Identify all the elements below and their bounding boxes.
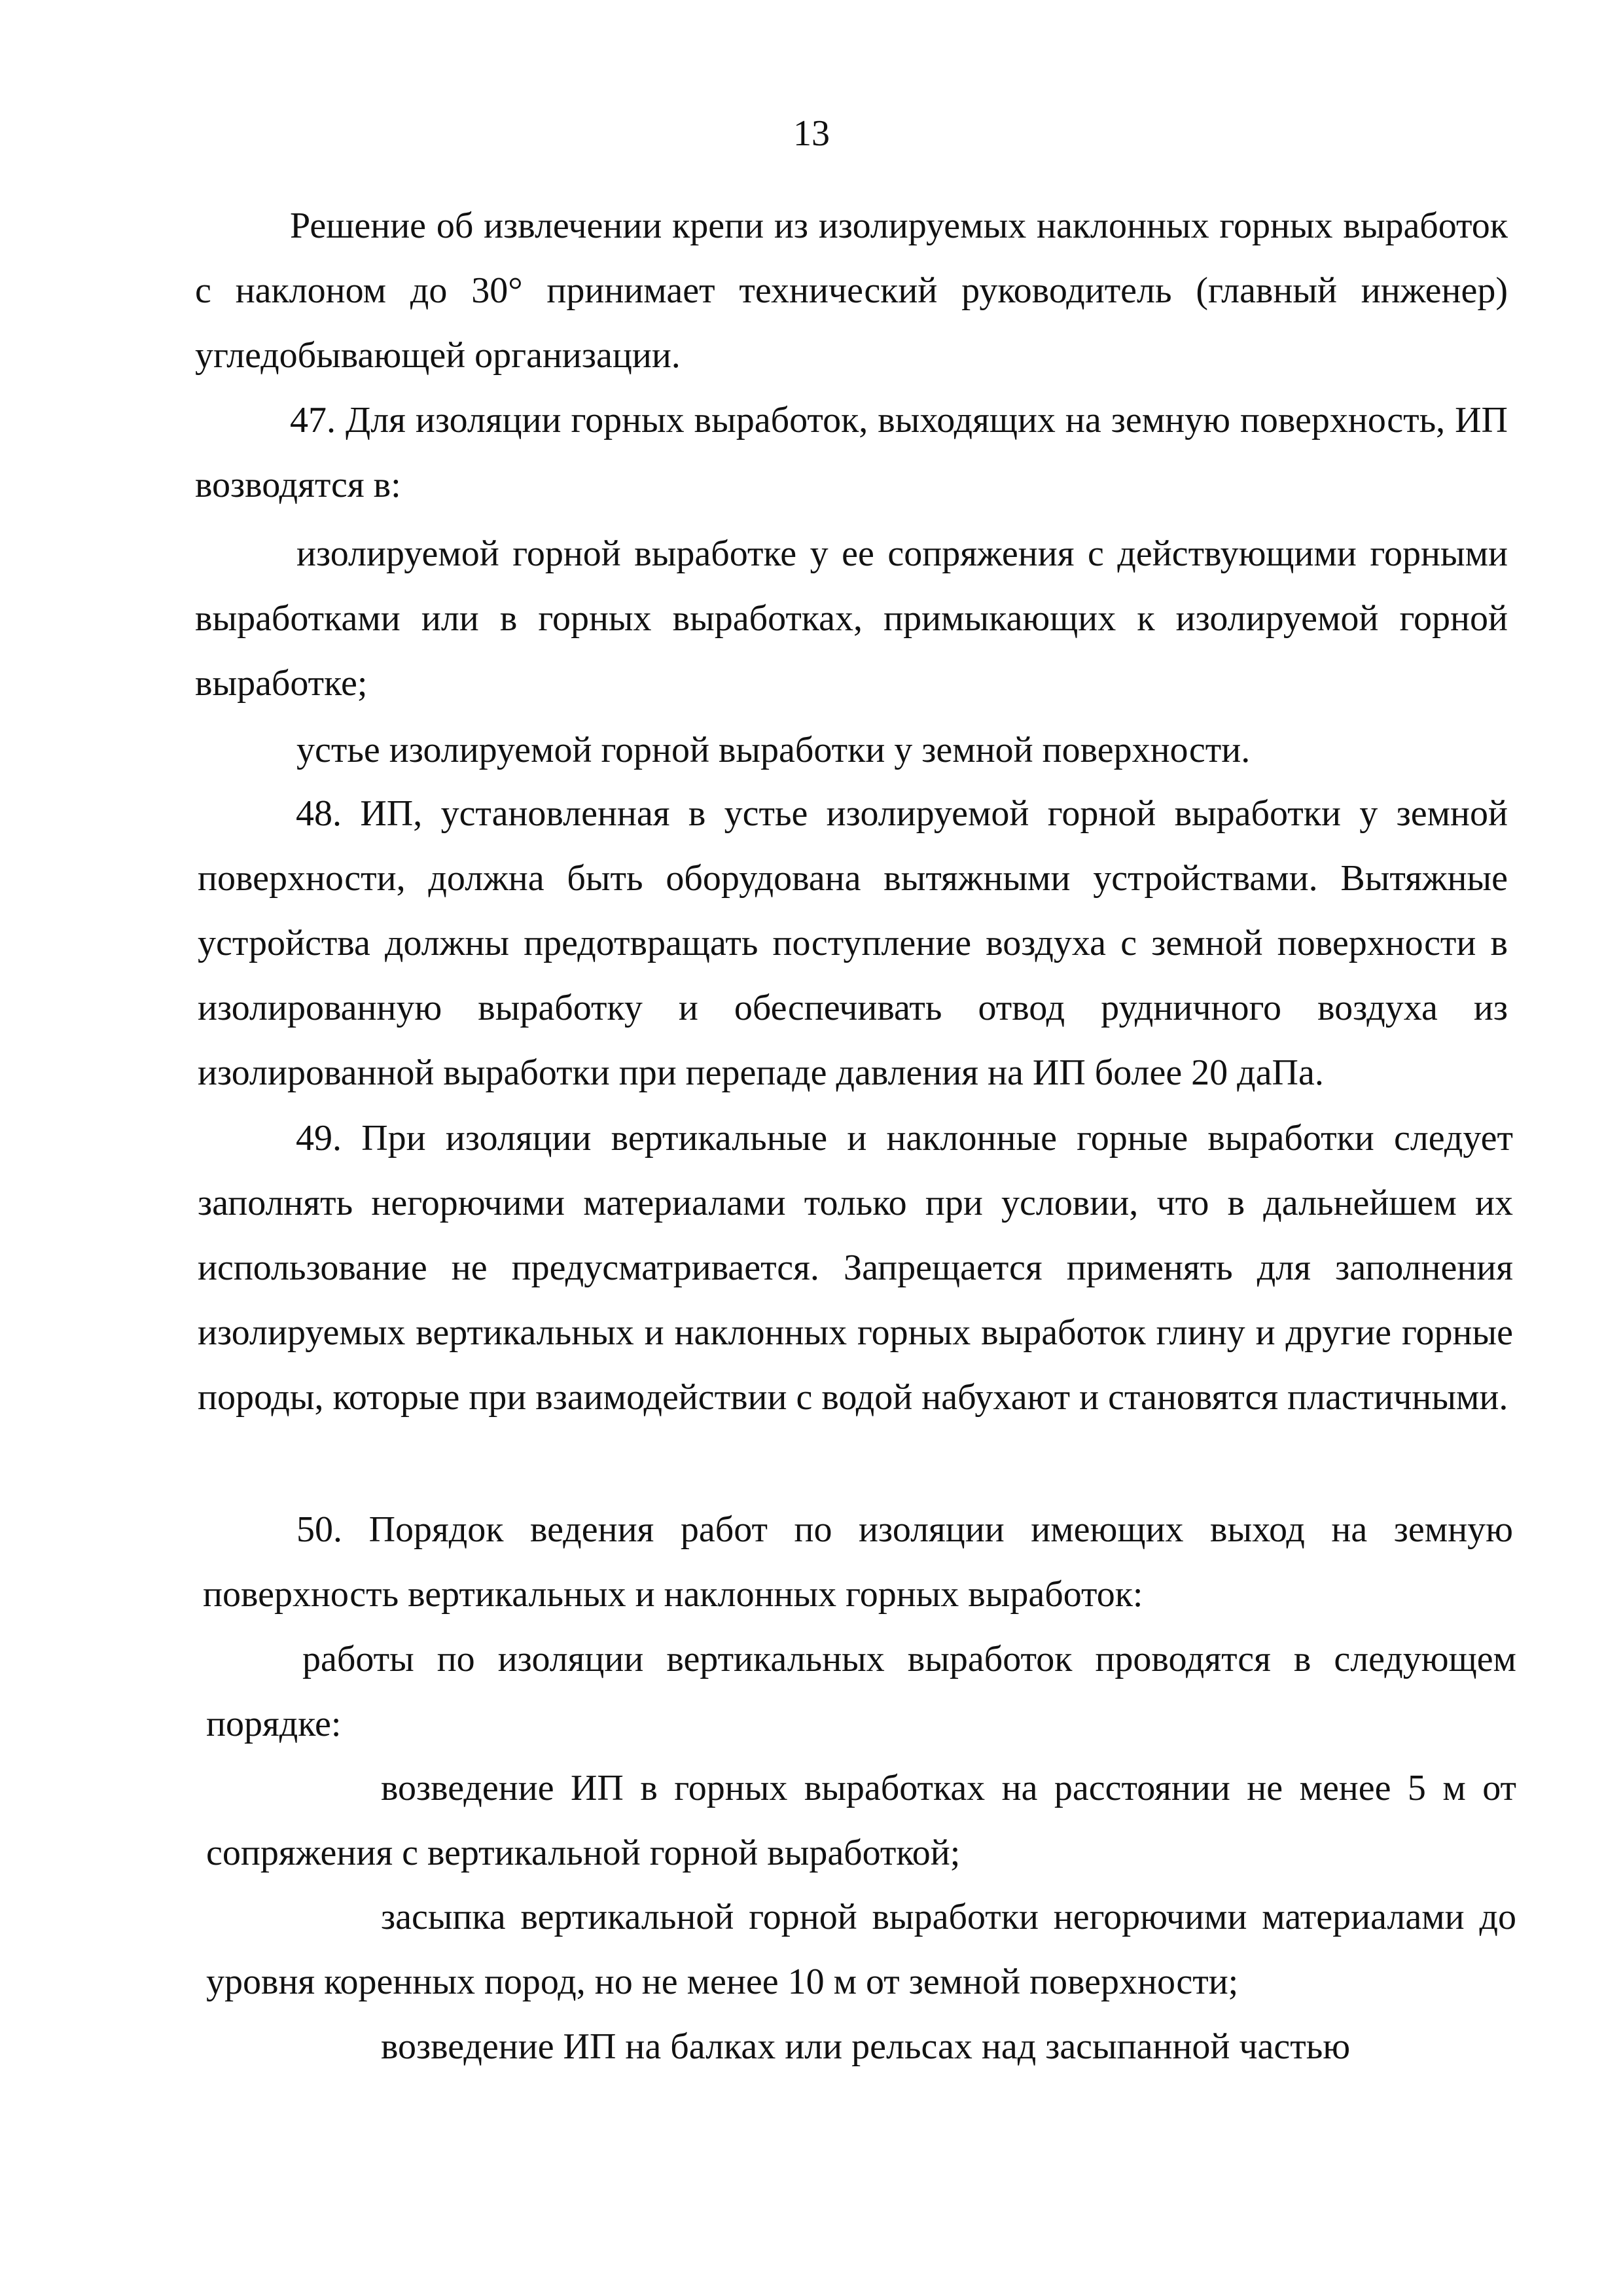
paragraph-1: Решение об извлечении крепи из изолируемых наклонных горных выработок с наклоном до 30° принимает технический руководитель (главный инженер) угледобывающей организации. bbox=[195, 206, 1508, 376]
paragraph-2: 47. Для изоляции горных выработок, выходящих на земную поверхность, ИП возводятся в: bbox=[195, 400, 1508, 505]
paragraph-9: возведение ИП в горных выработках на расстоянии не менее 5 м от сопряжения с вертикальной горной выработкой; bbox=[206, 1768, 1516, 1873]
paragraph-3: изолируемой горной выработке у ее сопряжения с действующими горными выработками или в горных выработках, примыкающих к изолируемой горной выработке; bbox=[195, 533, 1508, 704]
paragraph-7: 50. Порядок ведения работ по изоляции имеющих выход на земную поверхность вертикальных и наклонных горных выработок: bbox=[203, 1509, 1513, 1615]
paragraph-4: устье изолируемой горной выработки у земной поверхности. bbox=[296, 730, 1251, 770]
paragraph-5: 48. ИП, установленная в устье изолируемой горной выработки у земной поверхности, должна быть оборудована вытяжными устройствами. Вытяжные устройства должны предотвращать поступление воздуха с земной поверхности в изолированную выработку и обеспечивать отвод рудничного воздуха из изолированной выработки при перепаде давления на ИП более 20 даПа. bbox=[198, 793, 1508, 1093]
page-number: 13 bbox=[793, 113, 830, 154]
paragraph-11: возведение ИП на балках или рельсах над засыпанной частью bbox=[381, 2026, 1351, 2067]
paragraph-10: засыпка вертикальной горной выработки негорючими материалами до уровня коренных пород, но не менее 10 м от земной поверхности; bbox=[206, 1897, 1516, 2002]
paragraph-6: 49. При изоляции вертикальные и наклонные горные выработки следует заполнять негорючими материалами только при условии, что в дальнейшем их использование не предусматривается. Запрещается применять для заполнения изолируемых вертикальных и наклонных горных выработок глину и другие горные породы, которые при взаимодействии с водой набухают и становятся пластичными. bbox=[198, 1118, 1513, 1418]
paragraph-8: работы по изоляции вертикальных выработок проводятся в следующем порядке: bbox=[206, 1639, 1516, 1744]
